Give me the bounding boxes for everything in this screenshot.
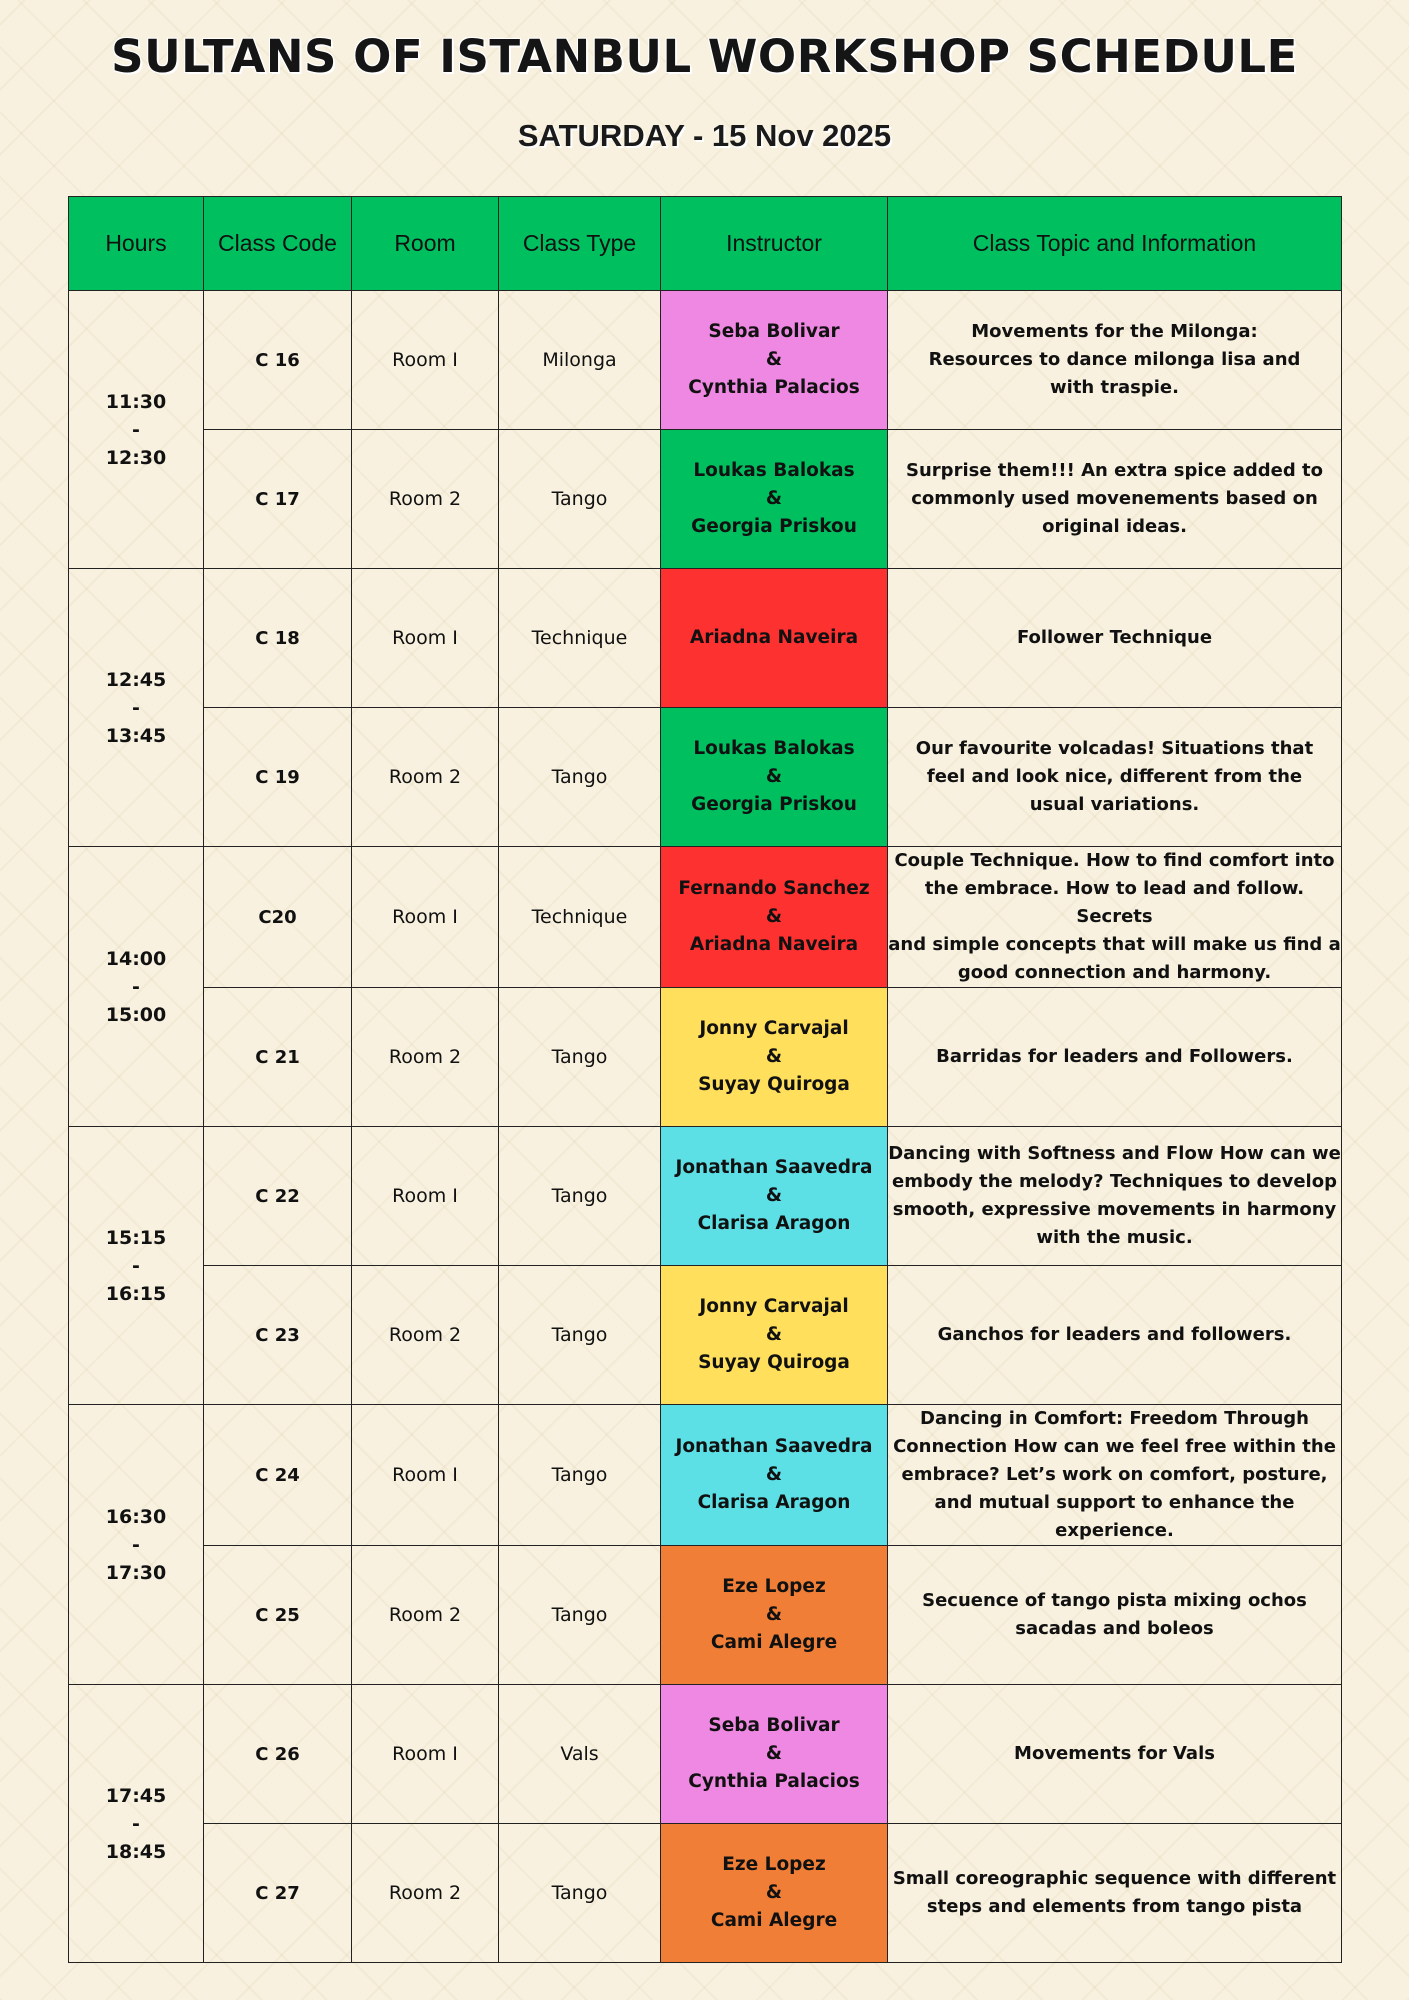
time-slot-line: 16:30 (105, 1505, 167, 1528)
topic-line: Couple Technique. How to find comfort into (894, 850, 1335, 871)
topic-line: embody the melody? Techniques to develop (892, 1171, 1337, 1192)
instructor-line: Loukas Balokas (693, 738, 855, 759)
instructor-line: & (765, 766, 783, 787)
class-type-cell: Vals (499, 1685, 661, 1824)
time-slot-line: - (132, 1533, 140, 1556)
time-slot-cell (69, 1127, 204, 1405)
class-topic-cell (888, 1685, 1342, 1824)
topic-line: sacadas and boleos (1015, 1618, 1214, 1639)
class-code-cell: C 16 (204, 291, 352, 430)
table-row (69, 988, 1342, 1127)
table-row (69, 1685, 1342, 1824)
page-title: SULTANS OF ISTANBUL WORKSHOP SCHEDULE (111, 30, 1298, 83)
table-row (69, 708, 1342, 847)
instructor-line: Eze Lopez (722, 1854, 826, 1875)
instructor-line: Georgia Priskou (691, 794, 857, 815)
topic-line: steps and elements from tango pista (926, 1896, 1303, 1917)
time-slot-cell (69, 291, 204, 569)
instructor-line: Georgia Priskou (691, 516, 857, 537)
table-row (69, 291, 1342, 430)
time-slot-cell (69, 847, 204, 1127)
time-slot-line: 12:45 (105, 668, 167, 691)
class-type-cell: Milonga (499, 291, 661, 430)
instructor-cell (661, 1127, 888, 1266)
topic-line: feel and look nice, different from the (926, 766, 1303, 787)
class-topic-cell (888, 1127, 1342, 1266)
class-type-cell: Tango (499, 988, 661, 1127)
room-cell: Room 2 (352, 1546, 499, 1685)
instructor-cell (661, 1546, 888, 1685)
class-code-cell: C 22 (204, 1127, 352, 1266)
table-row (69, 1546, 1342, 1685)
class-topic-cell (888, 1405, 1342, 1546)
class-type-cell: Technique (499, 847, 661, 988)
topic-line: Movements for Vals (1014, 1743, 1215, 1764)
table-row (69, 1266, 1342, 1405)
time-slot-line: - (132, 696, 140, 719)
topic-line: smooth, expressive movements in harmony (892, 1199, 1337, 1220)
instructor-line: Clarisa Aragon (697, 1213, 851, 1234)
class-code-cell: C 23 (204, 1266, 352, 1405)
instructor-line: Suyay Quiroga (698, 1074, 850, 1095)
instructor-line: Jonny Carvajal (699, 1018, 849, 1039)
instructor-line: Jonathan Saavedra (675, 1157, 873, 1178)
class-topic-cell (888, 1266, 1342, 1405)
topic-line: Small coreographic sequence with different (892, 1868, 1337, 1889)
table-row (69, 569, 1342, 708)
instructor-line: Jonathan Saavedra (675, 1436, 873, 1457)
class-code-cell: C 25 (204, 1546, 352, 1685)
topic-line: the embrace. How to lead and follow. Secrets (924, 878, 1305, 927)
topic-line: Movements for the Milonga: (971, 321, 1258, 342)
time-slot-cell (69, 569, 204, 847)
room-cell: Room I (352, 291, 499, 430)
instructor-cell (661, 430, 888, 569)
time-slot-line: - (132, 418, 140, 441)
topic-line: with the music. (1036, 1227, 1193, 1248)
time-slot-line: 18:45 (105, 1840, 167, 1863)
instructor-line: Seba Bolivar (708, 321, 840, 342)
instructor-line: Cynthia Palacios (688, 377, 860, 398)
class-type-cell: Tango (499, 1405, 661, 1546)
topic-line: Follower Technique (1016, 627, 1213, 648)
topic-line: and simple concepts that will make us find a (888, 934, 1341, 955)
instructor-cell (661, 988, 888, 1127)
schedule-date: SATURDAY - 15 Nov 2025 (517, 118, 892, 153)
time-slot-line: - (132, 975, 140, 998)
instructor-line: & (765, 1046, 783, 1067)
instructor-line: & (765, 1324, 783, 1345)
topic-line: original ideas. (1042, 516, 1187, 537)
instructor-cell (661, 1266, 888, 1405)
time-slot-cell (69, 1685, 204, 1963)
topic-line: Ganchos for leaders and followers. (937, 1324, 1292, 1345)
room-cell: Room 2 (352, 708, 499, 847)
class-topic-cell (888, 847, 1342, 988)
topic-line: Our favourite volcadas! Situations that (915, 738, 1314, 759)
class-type-cell: Tango (499, 1824, 661, 1963)
time-slot-line: 15:00 (105, 1003, 167, 1026)
room-cell: Room I (352, 1405, 499, 1546)
instructor-line: Jonny Carvajal (699, 1296, 849, 1317)
table-row (69, 1824, 1342, 1963)
class-type-cell: Technique (499, 569, 661, 708)
class-code-cell: C 18 (204, 569, 352, 708)
class-type-cell: Tango (499, 1266, 661, 1405)
instructor-cell (661, 708, 888, 847)
header-row (69, 197, 1342, 291)
time-slot-line: 14:00 (105, 947, 167, 970)
time-slot-line: 15:15 (105, 1226, 167, 1249)
class-type-cell: Tango (499, 1127, 661, 1266)
instructor-line: & (765, 1882, 783, 1903)
class-topic-cell (888, 988, 1342, 1127)
topic-line: Connection How can we feel free within the (893, 1436, 1336, 1457)
instructor-cell (661, 1685, 888, 1824)
topic-line: Surprise them!!! An extra spice added to (906, 460, 1323, 481)
topic-line: Barridas for leaders and Followers. (936, 1046, 1293, 1067)
class-code-cell: C 26 (204, 1685, 352, 1824)
time-slot-line: 17:30 (105, 1561, 167, 1584)
topic-line: and mutual support to enhance the (934, 1492, 1295, 1513)
room-cell: Room I (352, 847, 499, 988)
class-code-cell: C 24 (204, 1405, 352, 1546)
class-code-cell: C20 (204, 847, 352, 988)
topic-line: good connection and harmony. (957, 962, 1272, 983)
instructor-line: & (765, 1604, 783, 1625)
instructor-line: Fernando Sanchez (678, 878, 870, 899)
column-header-class-code: Class Code (204, 197, 352, 291)
table-row (69, 430, 1342, 569)
room-cell: Room 2 (352, 430, 499, 569)
table-row (69, 1405, 1342, 1546)
instructor-line: Suyay Quiroga (698, 1352, 850, 1373)
instructor-line: Cami Alegre (710, 1632, 838, 1653)
class-topic-cell (888, 569, 1342, 708)
time-slot-line: 12:30 (105, 446, 167, 469)
instructor-line: Ariadna Naveira (689, 934, 859, 955)
room-cell: Room 2 (352, 988, 499, 1127)
class-type-cell: Tango (499, 430, 661, 569)
time-slot-line: 17:45 (105, 1784, 167, 1807)
class-code-cell: C 21 (204, 988, 352, 1127)
room-cell: Room I (352, 569, 499, 708)
instructor-line: Ariadna Naveira (689, 627, 859, 648)
instructor-line: Seba Bolivar (708, 1715, 840, 1736)
column-header-class-topic: Class Topic and Information (888, 197, 1342, 291)
instructor-line: & (765, 349, 783, 370)
class-topic-cell (888, 291, 1342, 430)
instructor-line: Cami Alegre (710, 1910, 838, 1931)
class-topic-cell (888, 1824, 1342, 1963)
table-row (69, 847, 1342, 988)
class-code-cell: C 17 (204, 430, 352, 569)
topic-line: embrace? Let’s work on comfort, posture, (901, 1464, 1328, 1485)
instructor-line: Clarisa Aragon (697, 1492, 851, 1513)
class-type-cell: Tango (499, 1546, 661, 1685)
schedule-body (69, 291, 1342, 1963)
instructor-line: & (765, 1464, 783, 1485)
column-header-room: Room (352, 197, 499, 291)
table-row (69, 1127, 1342, 1266)
class-code-cell: C 19 (204, 708, 352, 847)
time-slot-line: 16:15 (105, 1282, 167, 1305)
instructor-line: & (765, 1743, 783, 1764)
topic-line: Secuence of tango pista mixing ochos (922, 1590, 1307, 1611)
class-type-cell: Tango (499, 708, 661, 847)
instructor-line: & (765, 488, 783, 509)
topic-line: Dancing in Comfort: Freedom Through (920, 1408, 1309, 1429)
time-slot-cell (69, 1405, 204, 1685)
topic-line: experience. (1055, 1520, 1174, 1541)
instructor-line: & (765, 906, 783, 927)
column-header-class-type: Class Type (499, 197, 661, 291)
instructor-cell (661, 847, 888, 988)
topic-line: usual variations. (1029, 794, 1200, 815)
topic-line: commonly used movenements based on (911, 488, 1318, 509)
room-cell: Room I (352, 1127, 499, 1266)
room-cell: Room 2 (352, 1824, 499, 1963)
schedule-table (68, 196, 1342, 1963)
column-header-hours: Hours (69, 197, 204, 291)
instructor-cell (661, 1824, 888, 1963)
class-topic-cell (888, 430, 1342, 569)
time-slot-line: 13:45 (105, 724, 167, 747)
class-topic-cell (888, 708, 1342, 847)
instructor-line: & (765, 1185, 783, 1206)
topic-line: Dancing with Softness and Flow How can we (888, 1143, 1341, 1164)
instructor-line: Cynthia Palacios (688, 1771, 860, 1792)
topic-line: with traspie. (1050, 377, 1179, 398)
instructor-line: Loukas Balokas (693, 460, 855, 481)
instructor-cell (661, 291, 888, 430)
instructor-cell (661, 569, 888, 708)
time-slot-line: 11:30 (105, 390, 167, 413)
instructor-line: Eze Lopez (722, 1576, 826, 1597)
time-slot-line: - (132, 1812, 140, 1835)
room-cell: Room I (352, 1685, 499, 1824)
column-header-instructor: Instructor (661, 197, 888, 291)
instructor-cell (661, 1405, 888, 1546)
room-cell: Room 2 (352, 1266, 499, 1405)
time-slot-line: - (132, 1254, 140, 1277)
topic-line: Resources to dance milonga lisa and (928, 349, 1301, 370)
class-code-cell: C 27 (204, 1824, 352, 1963)
class-topic-cell (888, 1546, 1342, 1685)
